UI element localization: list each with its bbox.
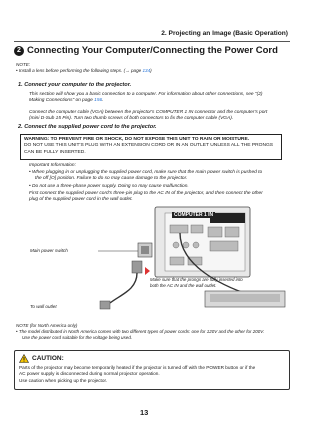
caution-text: Parts of the projector may become temporarily heated if the projector is turned off with the POWER button or if the AC power supply is disconnected during normal projector operation. Use caution when picking up the projector. [19, 365, 256, 383]
footnote-line1: • The model distributed in North America comes with two different types of power cords: one for 120V and the other for 200V. [16, 329, 265, 335]
note-label: NOTE: [16, 62, 31, 67]
note-prefix: • Install a lens before performing the following steps. (→ page [16, 68, 143, 73]
note-suffix: ) [150, 68, 152, 73]
north-america-note [16, 323, 291, 341]
warning-triangle-icon [19, 354, 29, 363]
prongs-callout: Make sure that the prongs are fully inserted into both the AC IN and the wall outlet. [150, 277, 243, 288]
connection-diagram [20, 205, 290, 310]
step2-paragraph: First connect the supplied power cord's three-pin plug to the AC IN of the projector, and then connect the other plug of the supplied power cord in the wall outlet. [29, 191, 263, 203]
important-label: Important Information: [29, 163, 76, 168]
header-rule [14, 41, 290, 42]
caution-box [14, 350, 290, 390]
section-header: 2. Projecting an Image (Basic Operation) [161, 30, 288, 37]
computer-in-label: COMPUTER 1 IN [174, 212, 214, 218]
warning-line1: WARNING: TO PREVENT FIRE OR SHOCK, DO NOT EXPOSE THIS UNIT TO RAIN OR MOISTURE. [24, 137, 250, 142]
step-number-badge: 2 [14, 46, 24, 56]
step1-paragraph2 [29, 110, 284, 123]
page-title [14, 45, 294, 56]
step2-heading: 2. Connect the supplied power cord to the projector. [18, 124, 157, 130]
page-number: 13 [140, 408, 149, 417]
note-page-link[interactable]: 134 [142, 68, 151, 73]
to-wall-outlet-label: To wall outlet [30, 304, 57, 309]
footnote-line2: Use the power cord suitable for the voltage being used. [22, 335, 133, 341]
warning-box [20, 134, 282, 160]
step1-para2-line1: Connect the computer cable (VGA) between the projector's COMPUTER 1 IN connector and the computer's port [29, 110, 268, 115]
important-bullet2: • Do not use a three-phase power supply. Doing so may cause malfunction. [29, 184, 189, 189]
step1-para1-line2: Making Connections" on page 156. [29, 98, 104, 104]
step1-heading: 1. Connect your computer to the projector. [18, 82, 132, 88]
important-bullet1: • When plugging in or unplugging the supplied power cord, make sure that the main power switch is pushed to the off [O] position. Failure to do so may cause damage to the projector. [29, 170, 263, 182]
step1-paragraph1 [29, 92, 284, 105]
main-power-switch-label: Main power switch [30, 248, 68, 253]
caution-heading [19, 354, 285, 363]
step1-page-link[interactable]: 156 [94, 98, 103, 104]
diagram-illustration [20, 205, 290, 310]
title-text: Connecting Your Computer/Connecting the Power Cord [27, 45, 278, 56]
footnote-label: NOTE (for North America only) [16, 323, 78, 328]
step1-para2-line2: (mini D-Sub 15 Pin). Turn two thumb screws of both connectors to fix the computer cable (VGA). [29, 116, 234, 122]
caution-label: CAUTION: [32, 355, 64, 362]
step1-para1-line1: This section will show you a basic connection to a computer. For information about other connections, see "(2) [29, 92, 263, 97]
warning-line2: DO NOT USE THIS UNIT'S PLUG WITH AN EXTENSION CORD OR IN AN OUTLET UNLESS ALL THE PRONGS [24, 143, 274, 149]
warning-line3: CAN BE FULLY INSERTED. [24, 149, 86, 155]
note-text [16, 68, 152, 73]
